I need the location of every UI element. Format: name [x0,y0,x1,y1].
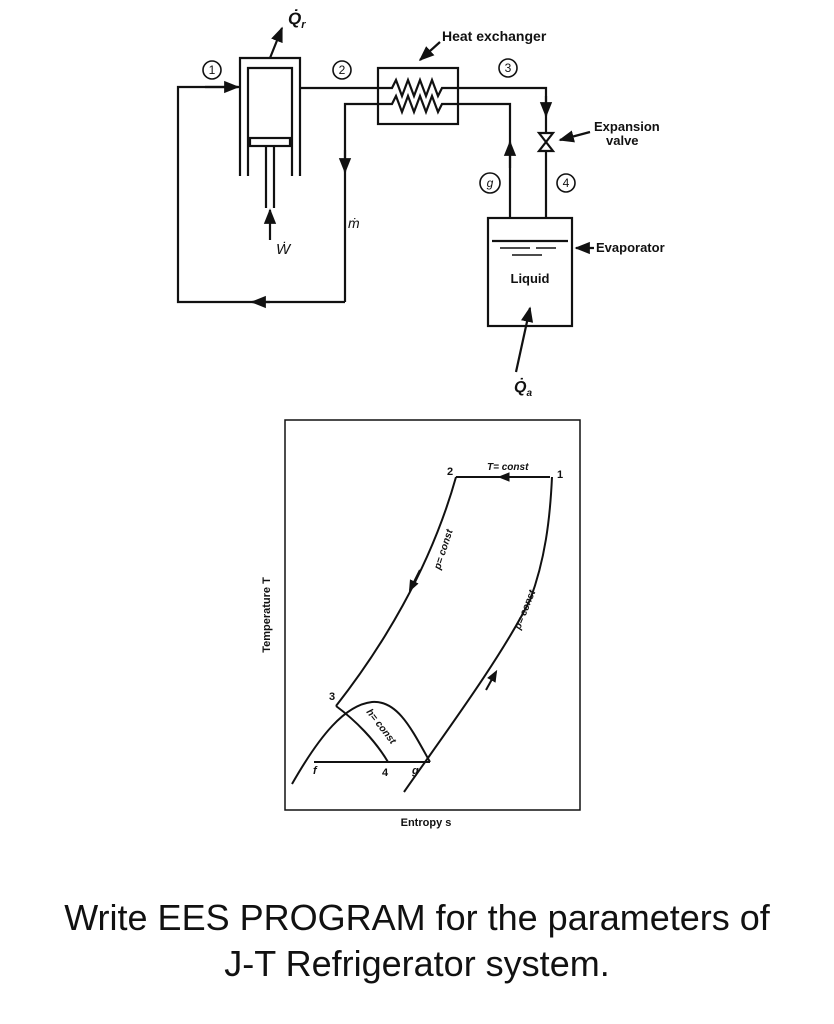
low-pressure-line [404,477,552,792]
state-label-g: g [486,176,494,190]
y-axis-label: Temperature T [261,577,273,653]
liquid-label: Liquid [510,271,550,286]
heat-absorbed-label: $Q̇_a$ [514,379,533,399]
state-label-2: 2 [338,63,346,77]
point-label-1: 1 [557,469,564,481]
state-label-1: 1 [208,63,216,77]
high-pressure-annotation: p= const [432,528,456,571]
work-input-label: Ẇ [276,241,291,258]
question-line-1: Write EES PROGRAM for the parameters of [64,897,770,938]
state-label-4: 4 [562,176,570,190]
high-pressure-line [336,477,456,706]
x-axis-label: Entropy s [400,817,452,829]
point-label-2: 2 [447,466,454,478]
high-pressure-arrow [410,570,420,590]
expansion-valve-label-1: Expansion [594,119,660,134]
isenthalpic-annotation: h= const [363,707,398,747]
state-label-3: 3 [504,61,512,75]
mass-flow-label: ṁ [348,215,360,231]
point-label-f: f [313,765,317,777]
point-label-4: 4 [382,767,389,779]
question-line-2: J-T Refrigerator system. [224,943,610,984]
point-label-3: 3 [329,691,336,703]
expansion-valve-label-2: valve [606,133,639,148]
evaporator-label: Evaporator [596,240,665,255]
low-pressure-annotation: p= const [512,588,539,632]
heat-rejected-label: $Q̇_r$ [288,9,306,31]
low-pressure-arrow [486,672,496,690]
heat-exchanger-label: Heat exchanger [442,28,547,44]
point-label-g: g [412,765,419,777]
isotherm-annotation: T= const [487,462,529,473]
